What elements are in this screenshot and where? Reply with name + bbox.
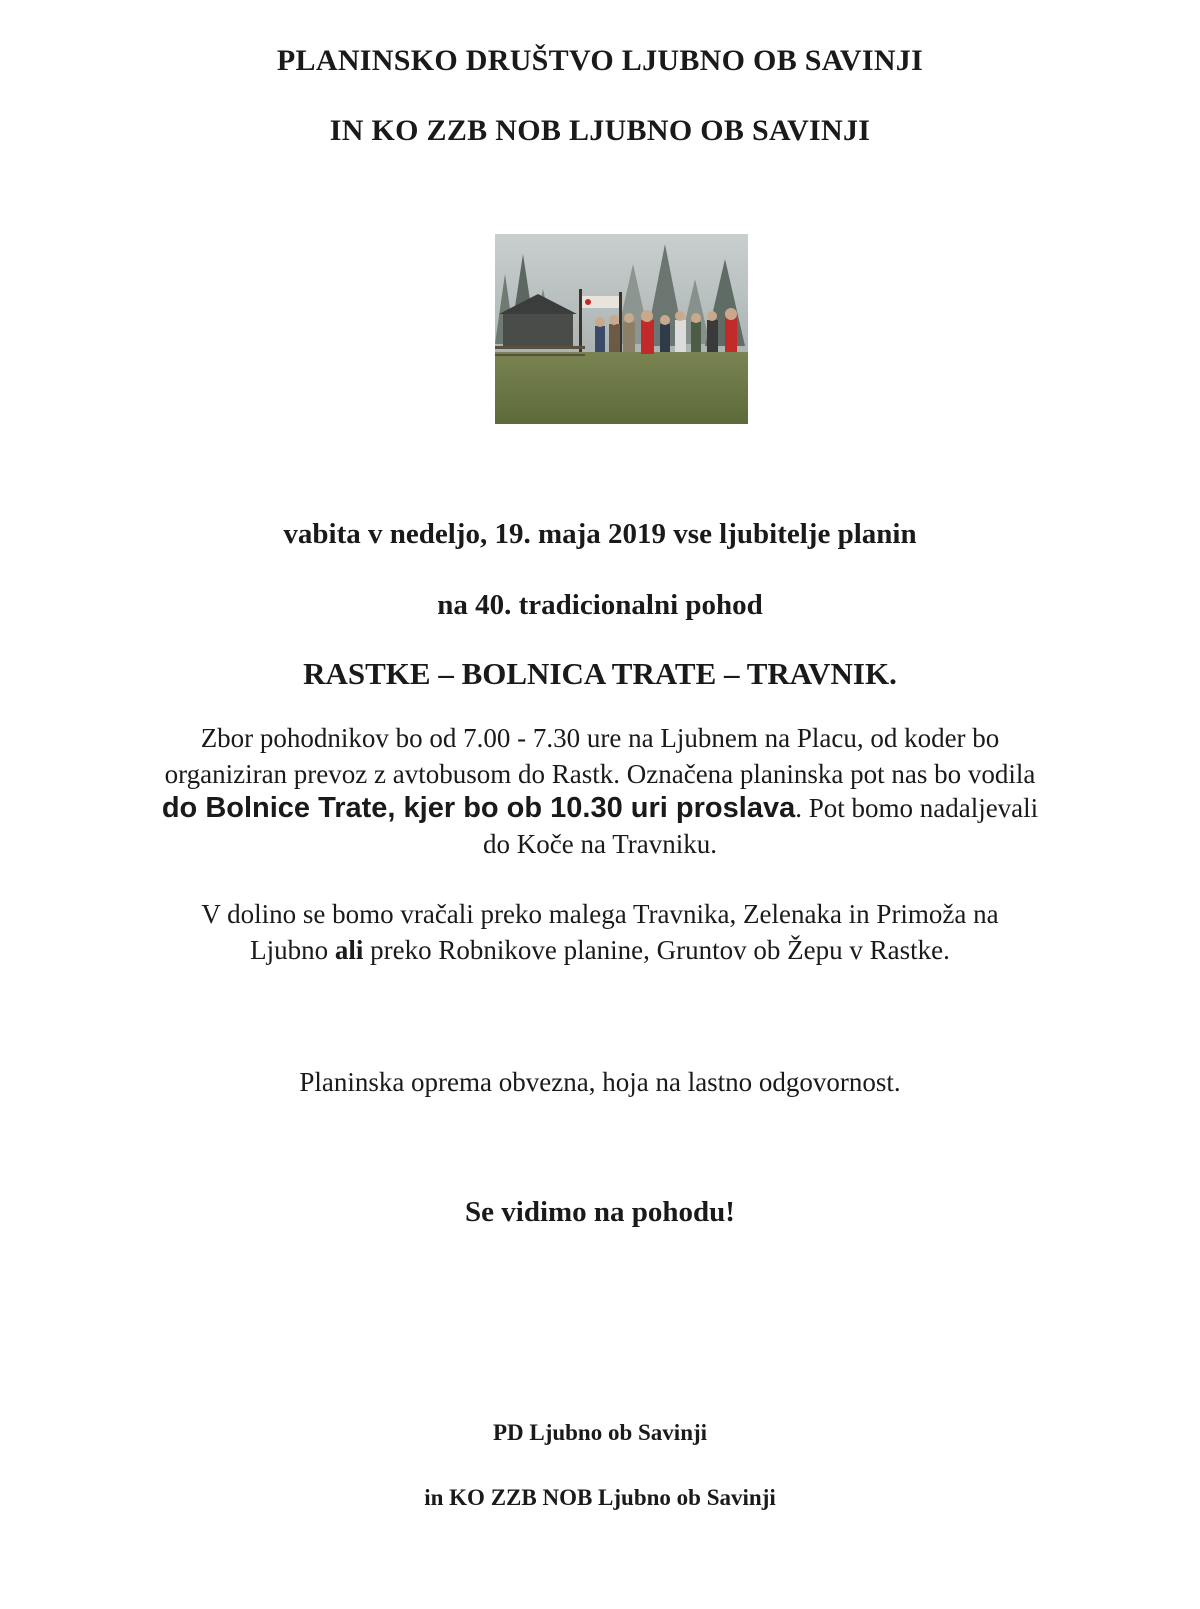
paragraph2-line-2-bold: ali <box>334 935 364 965</box>
closing-line: Se vidimo na pohodu! <box>465 1196 735 1228</box>
hikers-photo-image <box>495 234 748 424</box>
paragraph1-line-4: do Koče na Travniku. <box>483 829 717 859</box>
header-line-1: PLANINSKO DRUŠTVO LJUBNO OB SAVINJI <box>276 44 924 77</box>
paragraph2-line-2 <box>0 932 1200 968</box>
invite-line-1: vabita v nedeljo, 19. maja 2019 vse ljubitelje planin <box>283 518 917 550</box>
invite-line-2: na 40. tradicionalni pohod <box>437 589 763 621</box>
paragraph2-line-2-a: Ljubno <box>250 935 335 965</box>
signature-line-1: PD Ljubno ob Savinji <box>492 1420 708 1445</box>
paragraph1-line-1: Zbor pohodnikov bo od 7.00 - 7.30 ure na Ljubnem na Placu, od koder bo <box>200 723 1000 753</box>
paragraph2-line-1: V dolino se bomo vračali preko malega Travnika, Zelenaka in Primoža na <box>201 899 999 929</box>
signature-line-2: in KO ZZB NOB Ljubno ob Savinji <box>424 1485 776 1510</box>
event-photo <box>495 234 748 424</box>
paragraph2-line-2-b: preko Robnikove planine, Gruntov ob Žepu v Rastke. <box>363 935 950 965</box>
celebration-highlight: do Bolnice Trate, kjer bo ob 10.30 uri proslava <box>161 792 796 824</box>
paragraph1-line-2: organiziran prevoz z avtobusom do Rastk. Označena planinska pot nas bo vodila <box>164 759 1036 789</box>
paragraph1-line-3-rest: . Pot bomo nadaljevali <box>795 793 1039 823</box>
route-title: RASTKE – BOLNICA TRATE – TRAVNIK. <box>303 656 897 691</box>
header-line-2: IN KO ZZB NOB LJUBNO OB SAVINJI <box>329 114 871 147</box>
paragraph1-line-3 <box>0 790 1200 826</box>
equipment-note: Planinska oprema obvezna, hoja na lastno odgovornost. <box>299 1067 901 1097</box>
